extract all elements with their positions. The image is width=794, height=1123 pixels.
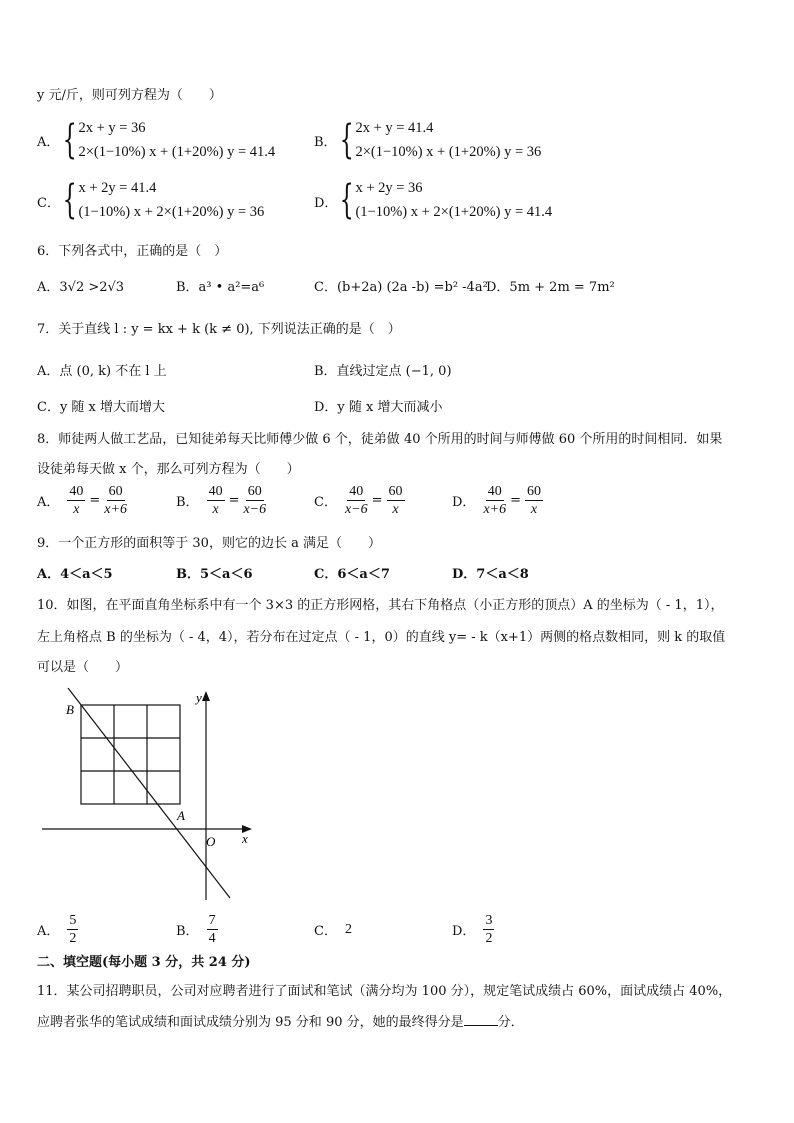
fraction-denominator: x−6 <box>344 502 368 517</box>
q11-line2-text: 应聘者张华的笔试成绩和面试成绩分别为 95 分和 90 分，她的最终得分是 <box>37 1015 464 1030</box>
label-point-a: A <box>177 808 185 823</box>
q10-stem-line1: 10．如图，在平面直角坐标系中有一个 3×3 的正方形网格，其右下角格点（小正方形的顶点）A 的坐标为（ - 1，1）， <box>37 598 724 613</box>
q10-stem-line2: 左上角格点 B 的坐标为（ - 4，4），若分布在过定点（ - 1，0）的直线 y= - k（x+1）两侧的格点数相同，则 k 的取值 <box>37 630 726 645</box>
q10-option-b <box>176 912 218 947</box>
q10-stem-line3: 可以是（ ） <box>37 660 129 675</box>
q5-d-eq1: x + 2y = 36 <box>355 180 423 196</box>
q5-option-d-label: D． <box>314 196 338 211</box>
y-axis-arrow-icon <box>202 691 210 701</box>
fraction-numerator: 60 <box>108 484 123 499</box>
fraction-denominator: x+6 <box>104 502 127 517</box>
q8-option-a: A． $\frac{40}{x}$ = $\frac{60}{x+6}$ <box>37 484 127 517</box>
q10-c-value: 2 <box>344 921 352 937</box>
q10-a-label: A． <box>37 924 60 939</box>
q5-option-c <box>57 176 264 224</box>
answer-blank[interactable] <box>464 1013 498 1026</box>
fraction-numerator: 5 <box>69 913 77 928</box>
fraction-numerator: 60 <box>247 484 262 499</box>
label-point-b: B <box>66 702 74 717</box>
q5-a-eq1: 2x + y = 36 <box>78 120 146 136</box>
q7-option-b: B．直线过定点 (−1, 0) <box>314 364 452 379</box>
q8-option-c: C． $\frac{40}{x-6}$ = $\frac{60}{x}$ <box>314 484 403 517</box>
q5-option-a-label: A． <box>37 135 60 150</box>
q10-b-label: B． <box>176 924 199 939</box>
q11-line2 <box>37 1011 524 1030</box>
q5-c-eq2: (1−10%) x + 2×(1+20%) y = 36 <box>78 204 265 220</box>
q5-c-eq1: x + 2y = 41.4 <box>78 180 157 196</box>
q9-option-b: B．5＜a＜6 <box>176 567 253 582</box>
label-y-axis: y <box>196 690 202 705</box>
brace-icon: { <box>339 177 354 223</box>
q7-option-c: C．y 随 x 增大而增大 <box>37 400 166 415</box>
fraction-denominator: x <box>73 502 80 517</box>
fraction-numerator: 40 <box>487 484 502 499</box>
q10-c-label: C． <box>314 924 337 939</box>
q6-option-a: A．3√2 >2√3 <box>37 280 125 295</box>
brace-icon: { <box>62 177 77 223</box>
q5-option-c-label: C． <box>37 196 60 211</box>
q11-line1: 11．某公司招聘职员，公司对应聘者进行了面试和笔试（满分均为 100 分），规定笔试成绩占 60%，面试成绩占 40%， <box>37 984 732 999</box>
brace-icon: { <box>339 117 354 163</box>
q8-c-label: C． <box>314 495 337 510</box>
q5-option-d <box>334 176 552 224</box>
fraction-denominator: 2 <box>69 931 77 946</box>
q5-b-eq1: 2x + y = 41.4 <box>355 120 434 136</box>
section-2-title: 二、填空题(每小题 3 分，共 24 分) <box>37 955 251 970</box>
fraction-denominator: x <box>212 502 219 517</box>
q9-option-a: A．4＜a＜5 <box>37 567 113 582</box>
q8-a-label: A． <box>37 495 60 510</box>
q6-option-b: B．a³ • a²=a⁶ <box>176 280 265 295</box>
q5-intro: y 元/斤，则可列方程为（ ） <box>37 88 222 103</box>
q8-option-d: D． $\frac{40}{x+6}$ = $\frac{60}{x}$ <box>452 484 542 517</box>
label-x-axis: x <box>242 831 248 846</box>
q9-stem: 9．一个正方形的面积等于 30，则它的边长 a 满足（ ） <box>37 536 381 551</box>
fraction-denominator: x <box>392 502 399 517</box>
fraction-numerator: 60 <box>388 484 403 499</box>
q5-b-eq2: 2×(1−10%) x + (1+20%) y = 36 <box>355 144 542 160</box>
q7-option-a: A．点 (0, k) 不在 l 上 <box>37 364 167 379</box>
q9-option-c: C．6＜a＜7 <box>314 567 390 582</box>
fraction-denominator: x+6 <box>483 502 507 517</box>
q6-option-d: D．5m + 2m = 7m² <box>486 280 615 295</box>
q8-stem-line2: 设徒弟每天做 x 个，那么可列方程为（ ） <box>37 462 300 477</box>
fraction-denominator: x <box>530 502 538 517</box>
q8-d-label: D． <box>452 495 476 510</box>
fraction-numerator: 40 <box>208 484 223 499</box>
q8-b-label: B． <box>176 495 199 510</box>
q10-option-c <box>314 920 352 939</box>
q6-option-c: C．(b+2a) (2a -b) =b² -4a² <box>314 280 488 295</box>
q5-d-eq2: (1−10%) x + 2×(1+20%) y = 41.4 <box>355 204 553 220</box>
q7-stem: 7．关于直线 l : y = kx + k (k ≠ 0), 下列说法正确的是（ ） <box>37 322 401 337</box>
q5-option-b <box>334 116 541 164</box>
fraction-denominator: 2 <box>485 931 493 946</box>
fraction-numerator: 60 <box>527 484 542 499</box>
fraction-denominator: 4 <box>208 931 216 946</box>
q6-stem: 6．下列各式中，正确的是（ ） <box>37 244 228 259</box>
brace-icon: { <box>62 117 77 163</box>
q10-figure <box>0 680 794 905</box>
q10-option-a <box>37 912 78 947</box>
q10-option-d <box>452 912 494 947</box>
q8-stem-line1: 8．师徒两人做工艺品，已知徒弟每天比师傅少做 6 个，徒弟做 40 个所用的时间与师傅做 60 个所用的时间相同．如果 <box>37 432 723 447</box>
fraction-denominator: x−6 <box>243 502 267 517</box>
q5-a-eq2: 2×(1−10%) x + (1+20%) y = 41.4 <box>78 144 276 160</box>
grid-outline <box>81 705 180 804</box>
label-origin: O <box>206 834 216 849</box>
fraction-numerator: 3 <box>485 913 493 928</box>
q7-option-d: D．y 随 x 增大而减小 <box>314 400 443 415</box>
q11-line2-end: 分． <box>497 1015 524 1030</box>
fraction-numerator: 40 <box>349 484 364 499</box>
q8-option-b: B． $\frac{40}{x}$ = $\frac{60}{x-6}$ <box>176 484 267 517</box>
q5-option-b-label: B． <box>314 135 337 150</box>
q5-option-a <box>57 116 275 164</box>
fraction-numerator: 40 <box>69 484 84 499</box>
fraction-numerator: 7 <box>208 913 216 928</box>
q9-option-d: D．7＜a＜8 <box>452 567 529 582</box>
q10-d-label: D． <box>452 924 476 939</box>
